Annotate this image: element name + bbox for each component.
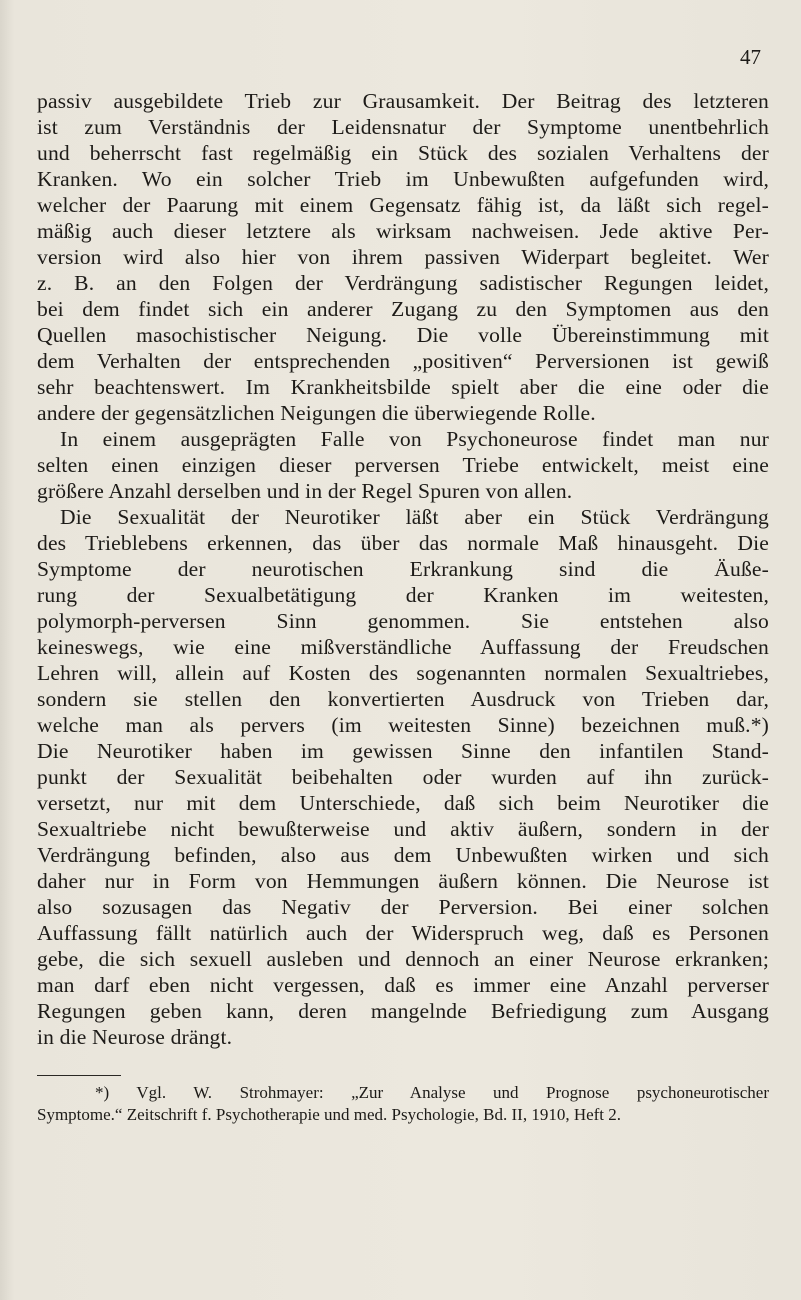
text-line: Kranken. Wo ein solcher Trieb im Unbewußten aufgefunden wird, <box>37 167 769 191</box>
text-line: ist zum Verständnis der Leidensnatur der Symptome unentbehrlich <box>37 115 769 139</box>
text-line: mäßig auch dieser letztere als wirksam nachweisen. Jede aktive Per- <box>37 219 769 243</box>
text-line: Sexualtriebe nicht bewußterweise und aktiv äußern, sondern in der <box>37 817 769 841</box>
text-line: dem Verhalten der entsprechenden „positiven“ Perversionen ist gewiß <box>37 349 769 373</box>
text-line: z. B. an den Folgen der Verdrängung sadistischer Regungen leidet, <box>37 271 769 295</box>
text-line: sehr beachtenswert. Im Krankheitsbilde spielt aber die eine oder die <box>37 375 769 399</box>
text-line: keineswegs, wie eine mißverständliche Auffassung der Freudschen <box>37 635 769 659</box>
footnote-line: *) Vgl. W. Strohmayer: „Zur Analyse und Prognose psychoneurotischer <box>95 1083 769 1102</box>
text-line: passiv ausgebildete Trieb zur Grausamkeit. Der Beitrag des letzteren <box>37 89 769 113</box>
text-line: selten einen einzigen dieser perversen Triebe entwickelt, meist eine <box>37 453 769 477</box>
footnote <box>37 1082 769 1126</box>
text-line: in die Neurose drängt. <box>37 1025 233 1049</box>
text-line: gebe, die sich sexuell ausleben und dennoch an einer Neurose erkranken; <box>37 947 769 971</box>
text-line: welche man als pervers (im weitesten Sinne) bezeichnen muß.*) <box>37 713 769 737</box>
text-line: Verdrängung befinden, also aus dem Unbewußten wirken und sich <box>37 843 769 867</box>
text-line: Regungen geben kann, deren mangelnde Befriedigung zum Ausgang <box>37 999 769 1023</box>
text-line: Quellen masochistischer Neigung. Die volle Übereinstimmung mit <box>37 323 769 347</box>
text-line: Die Sexualität der Neurotiker läßt aber ein Stück Verdrängung <box>60 505 769 529</box>
text-line: rung der Sexualbetätigung der Kranken im weitesten, <box>37 583 769 607</box>
text-line: punkt der Sexualität beibehalten oder wurden auf ihn zurück- <box>37 765 769 789</box>
text-line: Auffassung fällt natürlich auch der Widerspruch weg, daß es Personen <box>37 921 769 945</box>
text-line: welcher der Paarung mit einem Gegensatz fähig ist, da läßt sich regel- <box>37 193 769 217</box>
text-line: man darf eben nicht vergessen, daß es immer eine Anzahl perverser <box>37 973 769 997</box>
text-line: Die Neurotiker haben im gewissen Sinne den infantilen Stand- <box>37 739 769 763</box>
text-line: In einem ausgeprägten Falle von Psychoneurose findet man nur <box>60 427 769 451</box>
text-line: daher nur in Form von Hemmungen äußern können. Die Neurose ist <box>37 869 769 893</box>
body-text <box>37 88 769 1050</box>
text-line: Symptome der neurotischen Erkrankung sind die Äuße- <box>37 557 769 581</box>
text-line: und beherrscht fast regelmäßig ein Stück des sozialen Verhaltens der <box>37 141 769 165</box>
text-line: sondern sie stellen den konvertierten Ausdruck von Trieben dar, <box>37 687 769 711</box>
text-line: polymorph-perversen Sinn genommen. Sie entstehen also <box>37 609 769 633</box>
text-line: des Trieblebens erkennen, das über das normale Maß hinausgeht. Die <box>37 531 769 555</box>
text-line: version wird also hier von ihrem passiven Widerpart begleitet. Wer <box>37 245 769 269</box>
footnote-line: Symptome.“ Zeitschrift f. Psychotherapie und med. Psychologie, Bd. II, 1910, Heft 2. <box>37 1105 622 1124</box>
footnote-divider <box>37 1075 121 1076</box>
text-line: Lehren will, allein auf Kosten des sogenannten normalen Sexualtriebes, <box>37 661 769 685</box>
text-line: versetzt, nur mit dem Unterschiede, daß sich beim Neurotiker die <box>37 791 769 815</box>
text-line: andere der gegensätzlichen Neigungen die überwiegende Rolle. <box>37 401 596 425</box>
text-line: bei dem findet sich ein anderer Zugang zu den Symptomen aus den <box>37 297 769 321</box>
page-number: 47 <box>740 45 761 69</box>
text-line: also sozusagen das Negativ der Perversion. Bei einer solchen <box>37 895 769 919</box>
text-line: größere Anzahl derselben und in der Regel Spuren von allen. <box>37 479 573 503</box>
